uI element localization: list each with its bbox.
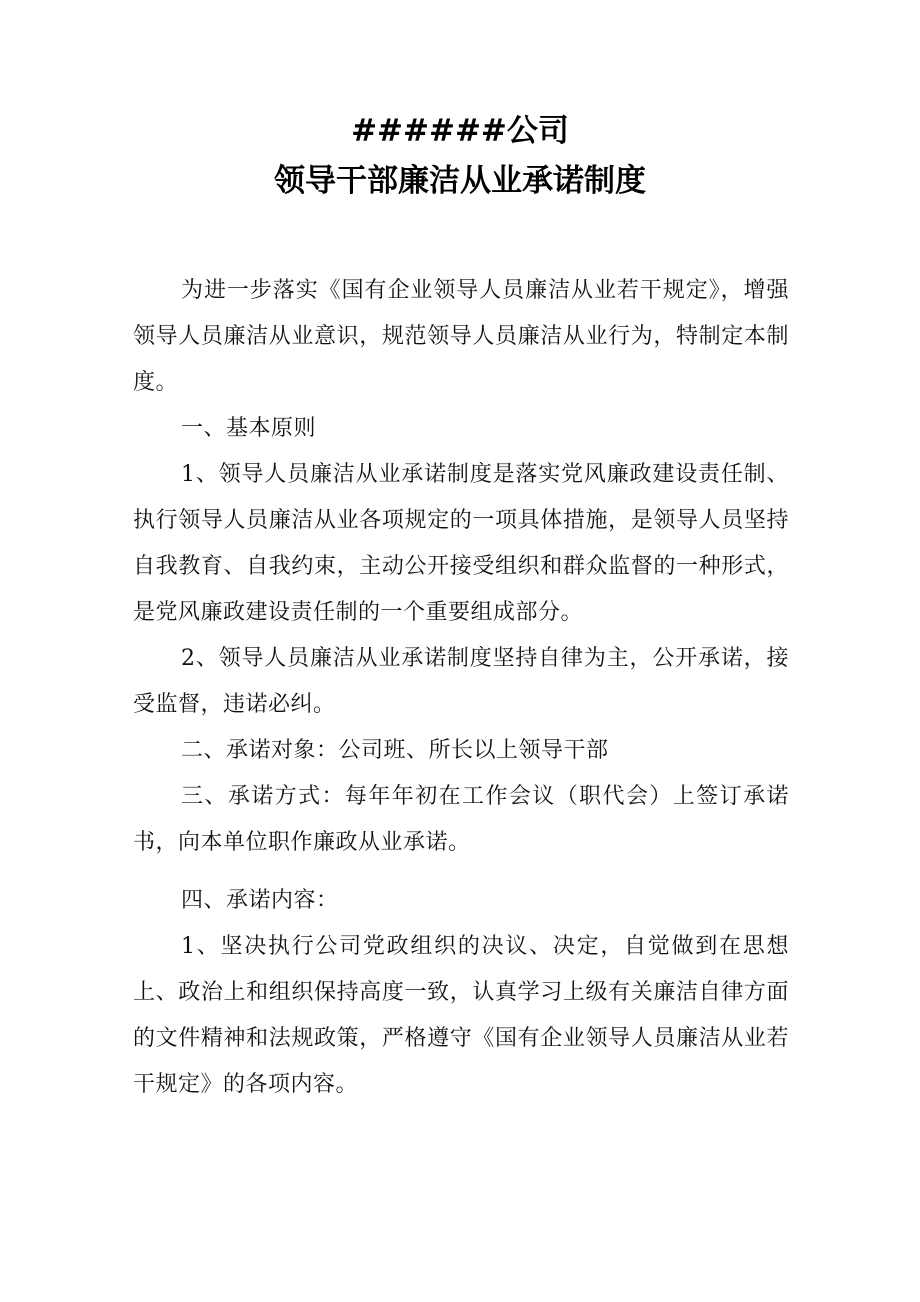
principle-2-paragraph: 2、领导人员廉洁从业承诺制度坚持自律为主，公开承诺，接受监督，违诺必纠。 <box>133 646 789 717</box>
content-1-paragraph: 1、坚决执行公司党政组织的决议、决定，自觉做到在思想上、政治上和组织保持高度一致，认真学习上级有关廉洁自律方面的文件精神和法规政策，严格遵守《国有企业领导人员廉洁从业若干规定》的各项内容。 <box>133 934 789 1097</box>
section-heading-basic-principles: 一、基本原则 <box>181 416 317 441</box>
section-heading-commitment-content: 四、承诺内容： <box>181 888 339 913</box>
principle-1-paragraph: 1、领导人员廉洁从业承诺制度是落实党风廉政建设责任制、执行领导人员廉洁从业各项规定的一项具体措施，是领导人员坚持自我教育、自我约束，主动公开接受组织和群众监督的一种形式，是党风廉政建设责任制的一个重要组成部分。 <box>133 462 789 625</box>
document-title <box>0 108 920 204</box>
section-commitment-method: 三、承诺方式：每年年初在工作会议（职代会）上签订承诺书，向本单位职作廉政从业承诺。 <box>133 784 789 855</box>
document-body <box>133 268 789 1108</box>
regulation-title-heading: 领导干部廉洁从业承诺制度 <box>274 163 646 199</box>
intro-paragraph: 为进一步落实《国有企业领导人员廉洁从业若干规定》，增强领导人员廉洁从业意识，规范领导人员廉洁从业行为，特制定本制度。 <box>133 278 789 395</box>
section-commitment-targets: 二、承诺对象：公司班、所长以上领导干部 <box>181 738 609 763</box>
company-name-heading: ######公司 <box>351 113 569 149</box>
